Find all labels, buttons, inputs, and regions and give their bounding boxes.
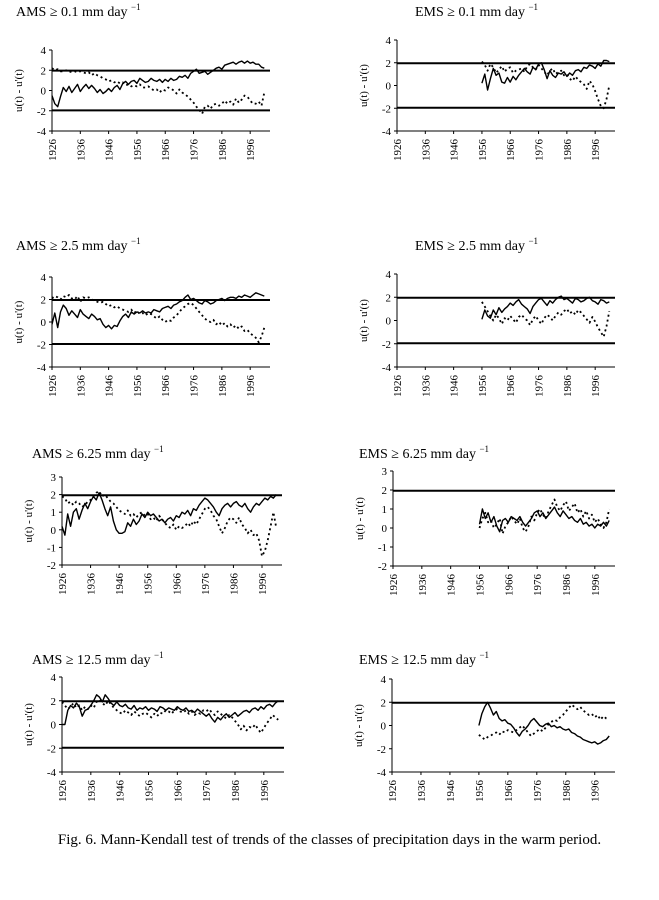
chart-title-prefix: EMS bbox=[415, 239, 448, 254]
chart-panel-3 bbox=[13, 236, 270, 397]
y-tick-label: -4 bbox=[381, 126, 391, 138]
chart-title-symbol: ≥ bbox=[447, 5, 459, 20]
x-tick-label: 1986 bbox=[561, 139, 574, 161]
x-tick-label: 1946 bbox=[444, 780, 457, 802]
series-line-solid bbox=[482, 61, 609, 91]
x-tick-label: 1946 bbox=[103, 375, 116, 397]
x-tick-label: 1936 bbox=[85, 573, 98, 595]
x-tick-label: 1956 bbox=[131, 139, 144, 161]
y-tick-label: 4 bbox=[380, 674, 386, 686]
y-tick-label: 4 bbox=[40, 272, 46, 284]
x-tick-label: 1996 bbox=[590, 375, 603, 397]
chart-title-symbol: ≥ bbox=[49, 5, 62, 20]
x-tick-label: 1976 bbox=[201, 780, 214, 802]
x-tick-label: 1946 bbox=[448, 375, 461, 397]
x-tick-label: 1926 bbox=[392, 139, 404, 161]
y-tick-label: -2 bbox=[46, 743, 56, 756]
y-tick-label: 2 bbox=[50, 489, 56, 502]
x-tick-label: 1956 bbox=[474, 574, 487, 596]
x-tick-label: 1926 bbox=[388, 574, 400, 596]
y-tick-label: 2 bbox=[40, 65, 46, 78]
chart-title bbox=[16, 2, 141, 20]
chart-title-sup: −1 bbox=[528, 2, 539, 12]
y-tick-label: 0 bbox=[40, 317, 46, 329]
x-tick-label: 1976 bbox=[532, 574, 545, 596]
chart-title-prefix: AMS bbox=[32, 447, 66, 462]
x-tick-label: 1986 bbox=[560, 780, 573, 802]
y-tick-label: -4 bbox=[46, 767, 56, 779]
chart-title-value: 12.5 mm day bbox=[77, 653, 155, 668]
chart-title-value: 2.5 mm day bbox=[458, 239, 529, 254]
x-tick-label: 1996 bbox=[257, 573, 269, 595]
y-tick-label: 4 bbox=[385, 35, 391, 47]
x-tick-label: 1936 bbox=[415, 780, 428, 802]
chart-title-prefix: EMS bbox=[359, 653, 392, 668]
x-tick-label: 1996 bbox=[589, 780, 602, 802]
chart-title bbox=[359, 650, 489, 668]
y-tick-label: 2 bbox=[385, 57, 391, 70]
y-tick-label: 0 bbox=[40, 85, 46, 98]
x-tick-label: 1956 bbox=[142, 573, 155, 595]
y-tick-label: 0 bbox=[381, 523, 387, 535]
series-line-solid bbox=[480, 507, 610, 532]
y-axis-label: u(t) - u'(t) bbox=[353, 704, 365, 747]
chart-title-symbol: ≥ bbox=[391, 653, 403, 668]
chart-title-value: 6.25 mm day bbox=[77, 447, 155, 462]
x-tick-label: 1936 bbox=[420, 375, 433, 397]
x-tick-label: 1956 bbox=[143, 780, 156, 802]
y-axis-label: u(t) - u'(t) bbox=[354, 497, 366, 540]
x-tick-label: 1956 bbox=[473, 780, 486, 802]
x-tick-label: 1996 bbox=[589, 574, 602, 596]
x-tick-label: 1946 bbox=[445, 574, 458, 596]
chart-title bbox=[415, 236, 538, 254]
chart-title-value: 0.1 mm day bbox=[458, 5, 529, 20]
chart-title-sup: −1 bbox=[131, 236, 141, 246]
x-tick-label: 1926 bbox=[57, 780, 69, 802]
x-tick-label: 1986 bbox=[561, 375, 574, 397]
x-tick-label: 1996 bbox=[590, 139, 603, 161]
chart-panel-8 bbox=[353, 650, 615, 802]
x-tick-label: 1976 bbox=[188, 375, 201, 397]
series-line-dashed bbox=[62, 700, 278, 733]
y-tick-label: 0 bbox=[50, 524, 56, 537]
x-tick-label: 1996 bbox=[245, 375, 258, 397]
x-tick-label: 1976 bbox=[199, 573, 212, 595]
chart-title-sup: −1 bbox=[479, 444, 490, 454]
x-tick-label: 1986 bbox=[560, 574, 573, 596]
y-tick-label: -2 bbox=[376, 743, 386, 756]
chart-title-prefix: EMS bbox=[415, 5, 448, 20]
x-tick-label: 1946 bbox=[114, 780, 127, 802]
x-tick-label: 1966 bbox=[172, 780, 185, 802]
series-line-solid bbox=[62, 493, 276, 535]
y-tick-label: -4 bbox=[36, 362, 46, 374]
chart-title-prefix: AMS bbox=[16, 239, 50, 254]
y-tick-label: 0 bbox=[380, 720, 386, 733]
y-tick-label: 1 bbox=[50, 507, 56, 520]
y-axis-label: u(t) - u'(t) bbox=[13, 69, 25, 112]
chart-title-symbol: ≥ bbox=[65, 447, 78, 462]
x-tick-label: 1936 bbox=[416, 574, 429, 596]
series-line-dashed bbox=[62, 491, 276, 556]
x-tick-label: 1926 bbox=[387, 780, 399, 802]
x-tick-label: 1986 bbox=[228, 573, 241, 595]
x-tick-label: 1926 bbox=[57, 573, 69, 595]
x-tick-label: 1926 bbox=[47, 375, 59, 397]
x-tick-label: 1966 bbox=[160, 139, 173, 161]
y-tick-label: 4 bbox=[50, 672, 56, 684]
x-tick-label: 1946 bbox=[114, 573, 127, 595]
y-tick-label: -2 bbox=[46, 560, 56, 572]
chart-panel-2 bbox=[358, 2, 615, 161]
x-tick-label: 1986 bbox=[216, 375, 229, 397]
chart-title-prefix: EMS bbox=[359, 447, 392, 462]
series-line-dashed bbox=[52, 295, 264, 342]
y-axis-label: u(t) - u'(t) bbox=[23, 499, 35, 543]
x-tick-label: 1956 bbox=[476, 139, 489, 161]
y-tick-label: 2 bbox=[385, 292, 391, 305]
y-tick-label: 4 bbox=[385, 269, 391, 281]
x-tick-label: 1966 bbox=[505, 375, 518, 397]
chart-title-symbol: ≥ bbox=[391, 447, 403, 462]
y-tick-label: -2 bbox=[36, 105, 46, 118]
chart-title bbox=[359, 444, 489, 462]
x-tick-label: 1976 bbox=[533, 375, 546, 397]
series-line-solid bbox=[482, 296, 609, 319]
series-line-solid bbox=[62, 695, 278, 725]
chart-title-symbol: ≥ bbox=[65, 653, 78, 668]
y-tick-label: -2 bbox=[381, 103, 391, 116]
chart-title bbox=[32, 650, 164, 668]
x-tick-label: 1966 bbox=[160, 375, 173, 397]
x-tick-label: 1966 bbox=[171, 573, 184, 595]
y-tick-label: 3 bbox=[50, 472, 56, 484]
y-tick-label: 3 bbox=[381, 466, 387, 478]
y-tick-label: 2 bbox=[50, 695, 56, 708]
chart-title-sup: −1 bbox=[131, 2, 141, 12]
x-tick-label: 1966 bbox=[505, 139, 518, 161]
chart-title-prefix: AMS bbox=[32, 653, 66, 668]
y-tick-label: 2 bbox=[380, 697, 386, 710]
series-line-solid bbox=[479, 702, 609, 744]
x-tick-label: 1936 bbox=[420, 139, 433, 161]
y-axis-label: u(t) - u'(t) bbox=[13, 300, 25, 344]
chart-title bbox=[16, 236, 141, 254]
chart-title-sup: −1 bbox=[154, 444, 164, 454]
series-line-dashed bbox=[52, 68, 264, 114]
chart-title-value: 2.5 mm day bbox=[61, 239, 132, 254]
chart-title bbox=[32, 444, 164, 462]
chart-title-symbol: ≥ bbox=[447, 239, 459, 254]
y-tick-label: -4 bbox=[36, 126, 46, 138]
chart-title-sup: −1 bbox=[528, 236, 539, 246]
y-tick-label: 0 bbox=[385, 315, 391, 328]
chart-title-prefix: AMS bbox=[16, 5, 50, 20]
y-axis-label: u(t) - u'(t) bbox=[358, 299, 370, 342]
y-tick-label: -2 bbox=[377, 561, 387, 573]
chart-title-sup: −1 bbox=[154, 650, 164, 660]
x-tick-label: 1926 bbox=[47, 139, 59, 161]
x-tick-label: 1966 bbox=[503, 574, 516, 596]
y-tick-label: -4 bbox=[381, 362, 391, 374]
x-tick-label: 1936 bbox=[85, 780, 98, 802]
y-tick-label: 2 bbox=[40, 294, 46, 307]
x-tick-label: 1946 bbox=[103, 139, 116, 161]
y-tick-label: 1 bbox=[381, 504, 387, 516]
y-tick-label: -2 bbox=[381, 338, 391, 351]
y-axis-label: u(t) - u'(t) bbox=[358, 64, 370, 107]
x-tick-label: 1986 bbox=[229, 780, 242, 802]
x-tick-label: 1936 bbox=[75, 139, 88, 161]
x-tick-label: 1996 bbox=[245, 139, 258, 161]
x-tick-label: 1966 bbox=[502, 780, 515, 802]
x-tick-label: 1956 bbox=[131, 375, 144, 397]
y-tick-label: -1 bbox=[46, 542, 56, 555]
x-tick-label: 1996 bbox=[258, 780, 271, 802]
chart-title-value: 0.1 mm day bbox=[61, 5, 132, 20]
y-tick-label: 2 bbox=[381, 485, 387, 497]
chart-panel-5 bbox=[23, 444, 282, 595]
chart-title bbox=[415, 2, 538, 20]
y-tick-label: 0 bbox=[385, 80, 391, 93]
series-line-dashed bbox=[479, 705, 609, 740]
x-tick-label: 1956 bbox=[476, 375, 489, 397]
chart-title-sup: −1 bbox=[479, 650, 490, 660]
series-line-solid bbox=[52, 61, 264, 107]
figure-caption: Fig. 6. Mann-Kendall test of trends of the classes of precipitation days in the warm period. bbox=[57, 832, 602, 848]
chart-title-value: 12.5 mm day bbox=[402, 653, 480, 668]
chart-panel-7 bbox=[23, 650, 284, 802]
x-tick-label: 1986 bbox=[216, 139, 229, 161]
x-tick-label: 1976 bbox=[188, 139, 201, 161]
series-line-dashed bbox=[482, 302, 609, 337]
x-tick-label: 1926 bbox=[392, 375, 404, 397]
x-tick-label: 1946 bbox=[448, 139, 461, 161]
y-tick-label: -4 bbox=[376, 767, 386, 779]
chart-panel-6 bbox=[354, 444, 615, 596]
x-tick-label: 1976 bbox=[531, 780, 544, 802]
y-tick-label: -2 bbox=[36, 339, 46, 352]
chart-title-value: 6.25 mm day bbox=[402, 447, 480, 462]
y-axis-label: u(t) - u'(t) bbox=[23, 703, 35, 746]
chart-title-symbol: ≥ bbox=[49, 239, 62, 254]
x-tick-label: 1976 bbox=[533, 139, 546, 161]
chart-panel-4 bbox=[358, 236, 615, 397]
y-tick-label: 4 bbox=[40, 45, 46, 57]
y-tick-label: -1 bbox=[377, 542, 387, 554]
x-tick-label: 1936 bbox=[75, 375, 88, 397]
series-line-dashed bbox=[482, 62, 609, 109]
chart-panel-1 bbox=[13, 2, 270, 161]
y-tick-label: 0 bbox=[50, 719, 56, 732]
